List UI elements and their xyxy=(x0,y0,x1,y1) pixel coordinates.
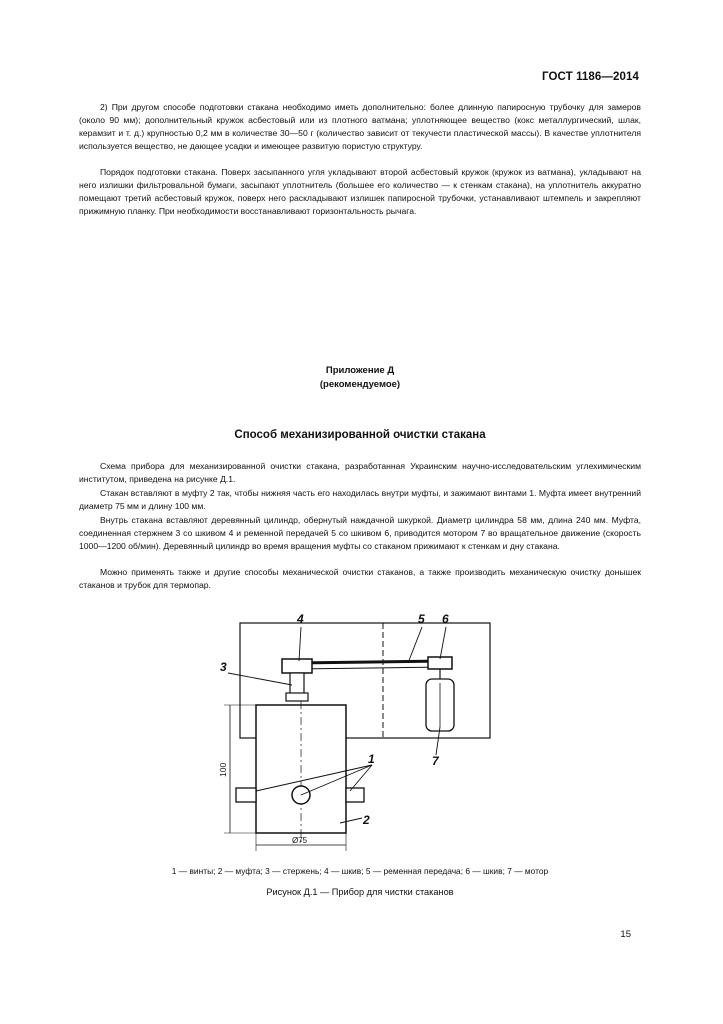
section-title: Способ механизированной очистки стакана xyxy=(234,429,486,441)
document-code-header: ГОСТ 1186—2014 xyxy=(542,71,639,83)
rod-3 xyxy=(290,673,304,695)
paragraph-preparation-order: Порядок подготовки стакана. Поверх засыпанного угля укладывают второй асбестовый кружок (кружок из ватмана), укладывают на него излишки фильтровальной бумаги, засыпают уплотнитель (большее его количество — к стенкам стакана), на уплотнитель аккуратно помещают третий асбестовый кружок, поверх него раскладывают излишек папиросной трубочки, устанавливают штемпель и закрепляют прижимную планку. При необходимости восстанавливают горизонтальность рычага. xyxy=(79,167,641,217)
page-number: 15 xyxy=(620,929,631,940)
figure-legend: 1 — винты; 2 — муфта; 3 — стержень; 4 — шкив; 5 — ременная передача; 6 — шкив; 7 — мотор xyxy=(171,866,549,876)
paragraph-other-methods: Можно применять также и другие способы механической очистки стаканов, а также производить механическую очистку донышек стаканов и трубок для термопар. xyxy=(79,567,641,591)
callout-1: 1 xyxy=(368,752,375,766)
appendix-title: Приложение Д xyxy=(325,365,395,376)
leader-4 xyxy=(299,627,301,661)
paragraph-cylinder: Внутрь стакана вставляют деревянный цилиндр, обернутый наждачной шкуркой. Диаметр цилиндра 58 мм, длина 240 мм. Муфта, соединенная стержнем 3 со шкивом 4 и ременной передачей 5 со шкивом 6, приводится мотором 7 во вращательное движение (скорость 1000—1200 об/мин). Деревянный цилиндр во время вращения муфты со стаканом прижимают к стенкам и дну стакана. xyxy=(79,515,641,552)
callout-4: 4 xyxy=(297,612,304,626)
device-diagram xyxy=(200,605,520,860)
paragraph-coupling: Стакан вставляют в муфту 2 так, чтобы нижняя часть его находилась внутри муфты, и зажимают винтами 1. Муфта имеет внутренний диаметр 75 мм и длину 100 мм. xyxy=(79,488,641,512)
paragraph-scheme: Схема прибора для механизированной очистки стакана, разработанная Украинским научно-исследовательским углехимическим институтом, приведена на рисунке Д.1. xyxy=(79,461,641,485)
screw-left xyxy=(236,788,256,802)
rod-collar xyxy=(286,693,308,701)
screw-right xyxy=(346,788,364,802)
belt xyxy=(295,661,445,663)
belt-lower-edge xyxy=(295,667,445,669)
pulley-4 xyxy=(282,659,312,673)
leader-3 xyxy=(228,673,292,685)
callout-5: 5 xyxy=(418,612,425,626)
leader-6 xyxy=(440,627,446,659)
callout-7: 7 xyxy=(432,754,439,768)
callout-6: 6 xyxy=(442,612,449,626)
dim-height-label: 100 xyxy=(218,762,228,777)
paragraph-method-2: 2) При другом способе подготовки стакана необходимо иметь дополнительно: более длинную папиросную трубочку для замеров (около 90 мм); дополнительный кружок асбестовый или из плотного ватмана; уплотняющее вещество (кокс металлургический, шлак, керамзит и т. д.) крупностью 0,2 мм в количестве 30—50 г (количество зависит от текучести пластической массы). В качестве уплотнителя используется вещество, не дающее усадки и имеющее развитую пористую структуру. xyxy=(79,102,641,152)
callout-2: 2 xyxy=(363,813,370,827)
callout-3: 3 xyxy=(220,660,227,674)
figure-caption: Рисунок Д.1 — Прибор для чистки стаканов xyxy=(266,887,454,897)
dim-diameter-label: Ø75 xyxy=(292,836,308,845)
leader-5 xyxy=(408,627,422,663)
appendix-subtitle: (рекомендуемое) xyxy=(319,379,401,390)
